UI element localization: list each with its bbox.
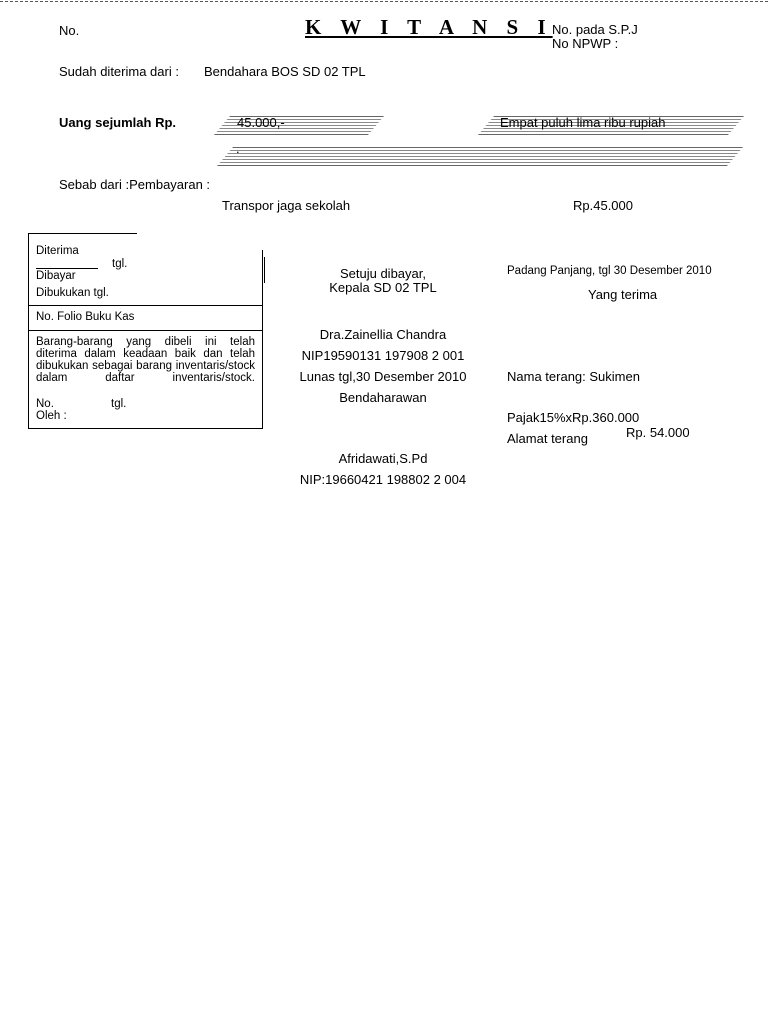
goods-date-label: tgl. [111, 398, 127, 410]
received-from-value: Bendahara BOS SD 02 TPL [204, 64, 366, 79]
receipt-number-label: No. [59, 23, 80, 38]
receiver-name-line: Nama terang: Sukimen [507, 369, 640, 384]
head-name: Dra.Zainellia Chandra [319, 327, 447, 342]
left-box-bottom-rule [28, 428, 263, 429]
amount-continuation-dot: . [236, 141, 240, 156]
head-nip: NIP19590131 197908 2 001 [301, 348, 465, 363]
reason-item: Transpor jaga sekolah [222, 198, 351, 213]
treasurer-nip: NIP:19660421 198802 2 004 [299, 472, 467, 487]
goods-by-label: Oleh : [36, 410, 67, 422]
diterima-label: Diterima [36, 245, 79, 257]
amount-continuation-field [217, 147, 743, 166]
reason-item-amount: Rp.45.000 [573, 198, 633, 213]
diterima-date-label: tgl. [112, 258, 128, 270]
left-box-divider-1 [28, 305, 263, 306]
left-box-top-rule [28, 233, 137, 234]
receipt-title: K W I T A N S I [305, 15, 553, 39]
amount-words-value: Empat puluh lima ribu rupiah [500, 115, 666, 130]
goods-statement: Barang-barang yang dibeli ini telah diterima dalam keadaan baik dan telah dibukukan sebagai barang inventaris/stock dalam daftar inventaris/stock. [36, 336, 255, 384]
dibayar-label: Dibayar [36, 270, 76, 282]
amount-label: Uang sejumlah Rp. [59, 115, 177, 130]
left-box-left-rule [28, 233, 29, 429]
tax-line: Pajak15%xRp.360.000 [507, 410, 640, 425]
spj-number-label: No. pada S.P.J [552, 22, 638, 37]
place-date: Padang Panjang, tgl 30 Desember 2010 [507, 265, 712, 277]
address-label: Alamat terang [507, 431, 588, 446]
received-from-label: Sudah diterima dari : [59, 64, 179, 79]
diterima-underline [36, 268, 98, 269]
left-box-side-tick [264, 257, 265, 283]
tax-amount: Rp. 54.000 [626, 425, 690, 440]
treasurer-name: Afridawati,S.Pd [338, 451, 428, 466]
tax-amount-clip [620, 424, 710, 440]
dibukukan-label: Dibukukan tgl. [36, 287, 109, 299]
treasurer-title: Bendaharawan [339, 390, 427, 405]
reason-label: Sebab dari :Pembayaran : [59, 177, 211, 192]
npwp-label: No NPWP : [552, 36, 619, 51]
approval-line-1: Setuju dibayar, [339, 266, 426, 281]
receiver-title: Yang terima [588, 287, 658, 302]
paid-date: Lunas tgl,30 Desember 2010 [299, 369, 467, 384]
goods-number-label: No. [36, 398, 54, 410]
folio-label: No. Folio Buku Kas [36, 311, 135, 323]
top-dashed-border [0, 1, 768, 2]
left-box-divider-2 [28, 330, 263, 331]
left-box-right-rule [262, 250, 263, 429]
amount-numeric-value: 45.000,- [237, 115, 285, 130]
approval-line-2: Kepala SD 02 TPL [329, 280, 437, 295]
